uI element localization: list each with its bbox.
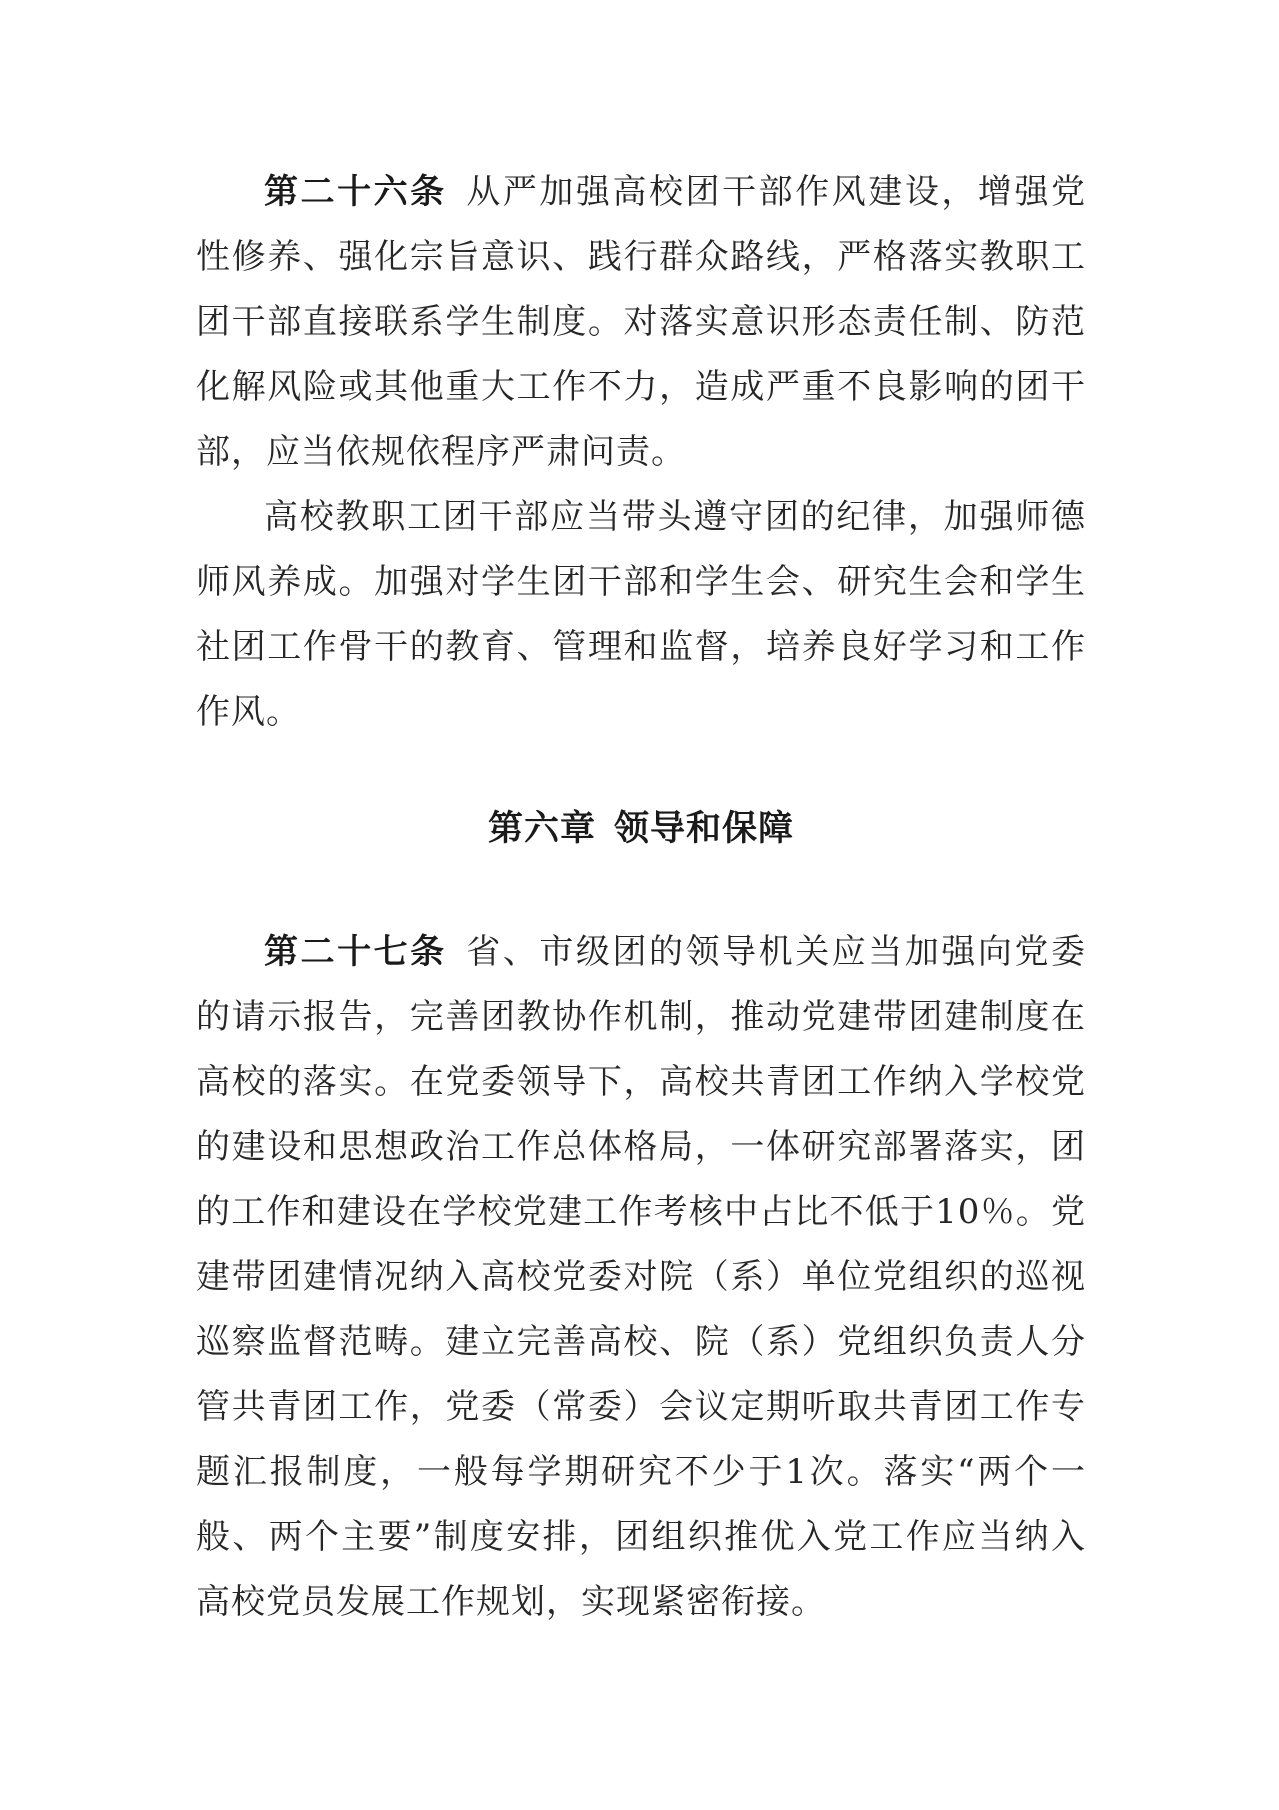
article-27-text: 省、市级团的领导机关应当加强向党委的请示报告，完善团教协作机制，推动党建带团建制度在高校的落实。在党委领导下，高校共青团工作纳入学校党的建设和思想政治工作总体格局，一体研究部署落实，团的工作和建设在学校党建工作考核中占比不低于10％。党建带团建情况纳入高校党委对院（系）单位党组织的巡视巡察监督范畴。建立完善高校、院（系）党组织负责人分管共青团工作，党委（常委）会议定期听取共青团工作专题汇报制度，一般每学期研究不少于1次。落实“两个一般、两个主要”制度安排，团组织推优入党工作应当纳入高校党员发展工作规划，实现紧密衔接。 <box>196 932 1087 1622</box>
chapter-number: 第六章 <box>487 809 596 849</box>
article-27-label: 第二十七条 <box>264 932 447 972</box>
chapter-title: 领导和保障 <box>614 809 795 849</box>
chapter-heading <box>196 797 1086 862</box>
article-26-text: 从严加强高校团干部作风建设，增强党性修养、强化宗旨意识、践行群众路线，严格落实教职工团干部直接联系学生制度。对落实意识形态责任制、防范化解风险或其他重大工作不力，造成严重不良影响的团干部，应当依规依程序严肃问责。 <box>196 172 1087 472</box>
article-26-paragraph <box>196 160 1086 485</box>
article-26-label: 第二十六条 <box>264 172 447 212</box>
article-27-paragraph <box>196 920 1086 1635</box>
article-26-paragraph-2 <box>196 485 1086 745</box>
document-body <box>196 160 1086 1635</box>
article-26-text-2: 高校教职工团干部应当带头遵守团的纪律，加强师德师风养成。加强对学生团干部和学生会、研究生会和学生社团工作骨干的教育、管理和监督，培养良好学习和工作作风。 <box>196 497 1086 732</box>
